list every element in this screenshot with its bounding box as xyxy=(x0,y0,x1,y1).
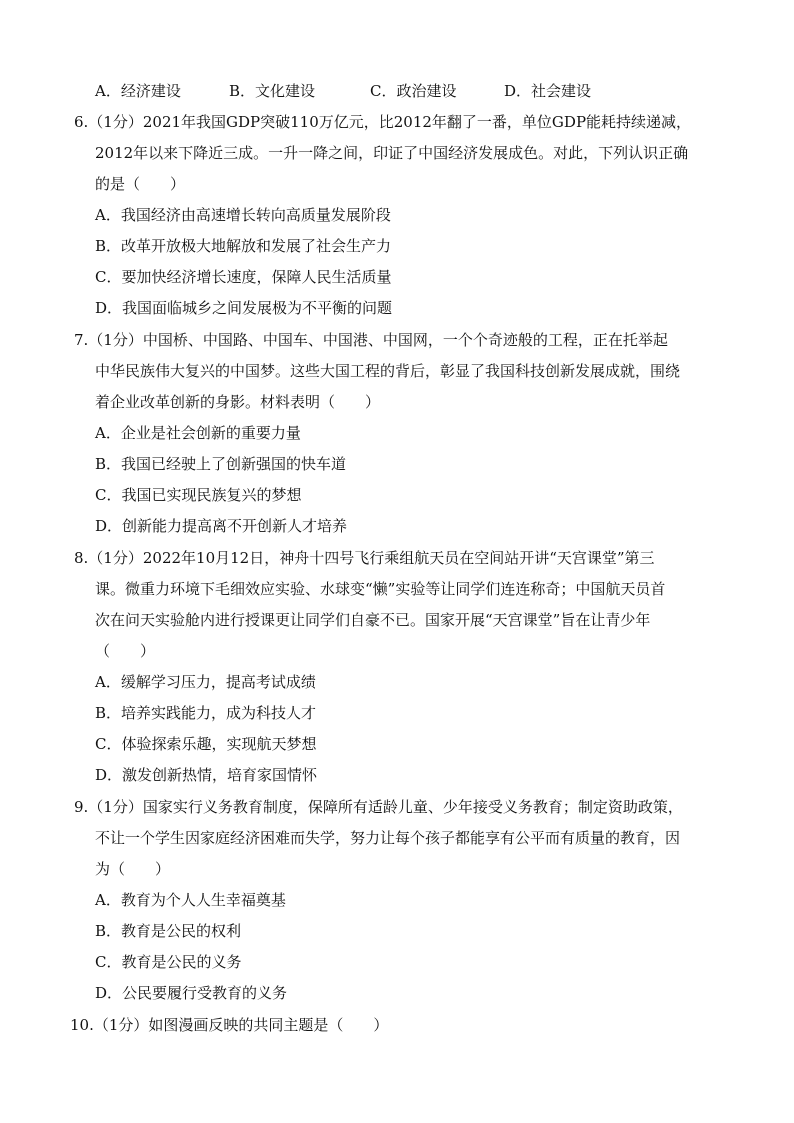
q7-option-a: A．企业是社会创新的重要力量 xyxy=(95,424,301,442)
q8-stem-line-2: 课。微重力环境下毛细效应实验、水球变“懒”实验等让同学们连连称奇；中国航天员首 xyxy=(95,580,666,598)
q7-stem-line-1: 7.（1分）中国桥、中国路、中国车、中国港、中国网，一个个奇迹般的工程，正在托举起 xyxy=(74,331,668,349)
q5-option-c: C．政治建设 xyxy=(370,82,457,100)
q9-stem-line-3: 为（ ） xyxy=(95,860,171,878)
q7-stem-line-3: 着企业改革创新的身影。材料表明（ ） xyxy=(95,393,381,411)
q8-stem-line-1: 8.（1分）2022年10月12日，神舟十四号飞行乘组航天员在空间站开讲“天宫课堂”第三 xyxy=(74,549,655,567)
q9-option-d: D．公民要履行受教育的义务 xyxy=(95,984,288,1002)
q9-stem-line-2: 不让一个学生因家庭经济困难而失学，努力让每个孩子都能享有公平而有质量的教育，因 xyxy=(95,829,681,847)
q6-option-d: D．我国面临城乡之间发展极为不平衡的问题 xyxy=(95,299,393,317)
q9-stem-line-1: 9.（1分）国家实行义务教育制度，保障所有适龄儿童、少年接受义务教育；制定资助政策， xyxy=(74,798,683,816)
q8-stem-line-3: 次在问天实验舱内进行授课更让同学们自豪不已。国家开展“天宫课堂”旨在让青少年 xyxy=(95,611,651,629)
q8-option-b: B．培养实践能力，成为科技人才 xyxy=(95,704,317,722)
q9-option-a: A．教育为个人人生幸福奠基 xyxy=(95,891,286,909)
q8-option-c: C．体验探索乐趣，实现航天梦想 xyxy=(95,735,317,753)
q9-option-c: C．教育是公民的义务 xyxy=(95,953,242,971)
q8-option-a: A．缓解学习压力，提高考试成绩 xyxy=(95,673,316,691)
q5-option-a: A．经济建设 xyxy=(95,82,181,100)
q5-option-d: D．社会建设 xyxy=(504,82,592,100)
q6-stem-line-1: 6.（1分）2021年我国GDP突破110万亿元，比2012年翻了一番，单位GDP能耗持续递减， xyxy=(74,113,692,131)
q8-stem-line-4: （ ） xyxy=(95,642,156,660)
q5-options xyxy=(95,81,591,101)
q6-option-b: B．改革开放极大地解放和发展了社会生产力 xyxy=(95,237,392,255)
q6-stem-line-2: 2012年以来下降近三成。一升一降之间，印证了中国经济发展成色。对此，下列认识正确 xyxy=(95,144,689,162)
q7-option-b: B．我国已经驶上了创新强国的快车道 xyxy=(95,455,347,473)
q6-stem-line-3: 的是（ ） xyxy=(95,175,186,193)
q6-option-c: C．要加快经济增长速度，保障人民生活质量 xyxy=(95,268,392,286)
q8-option-d: D．激发创新热情，培育家国情怀 xyxy=(95,766,318,784)
q9-option-b: B．教育是公民的权利 xyxy=(95,922,242,940)
q5-option-b: B．文化建设 xyxy=(229,82,316,100)
q7-option-d: D．创新能力提高离不开创新人才培养 xyxy=(95,517,348,535)
q7-option-c: C．我国已实现民族复兴的梦想 xyxy=(95,486,302,504)
q10-stem-line-1: 10.（1分）如图漫画反映的共同主题是（ ） xyxy=(70,1016,389,1034)
q7-stem-line-2: 中华民族伟大复兴的中国梦。这些大国工程的背后，彰显了我国科技创新发展成就，围绕 xyxy=(95,362,681,380)
q6-option-a: A．我国经济由高速增长转向高质量发展阶段 xyxy=(95,206,391,224)
